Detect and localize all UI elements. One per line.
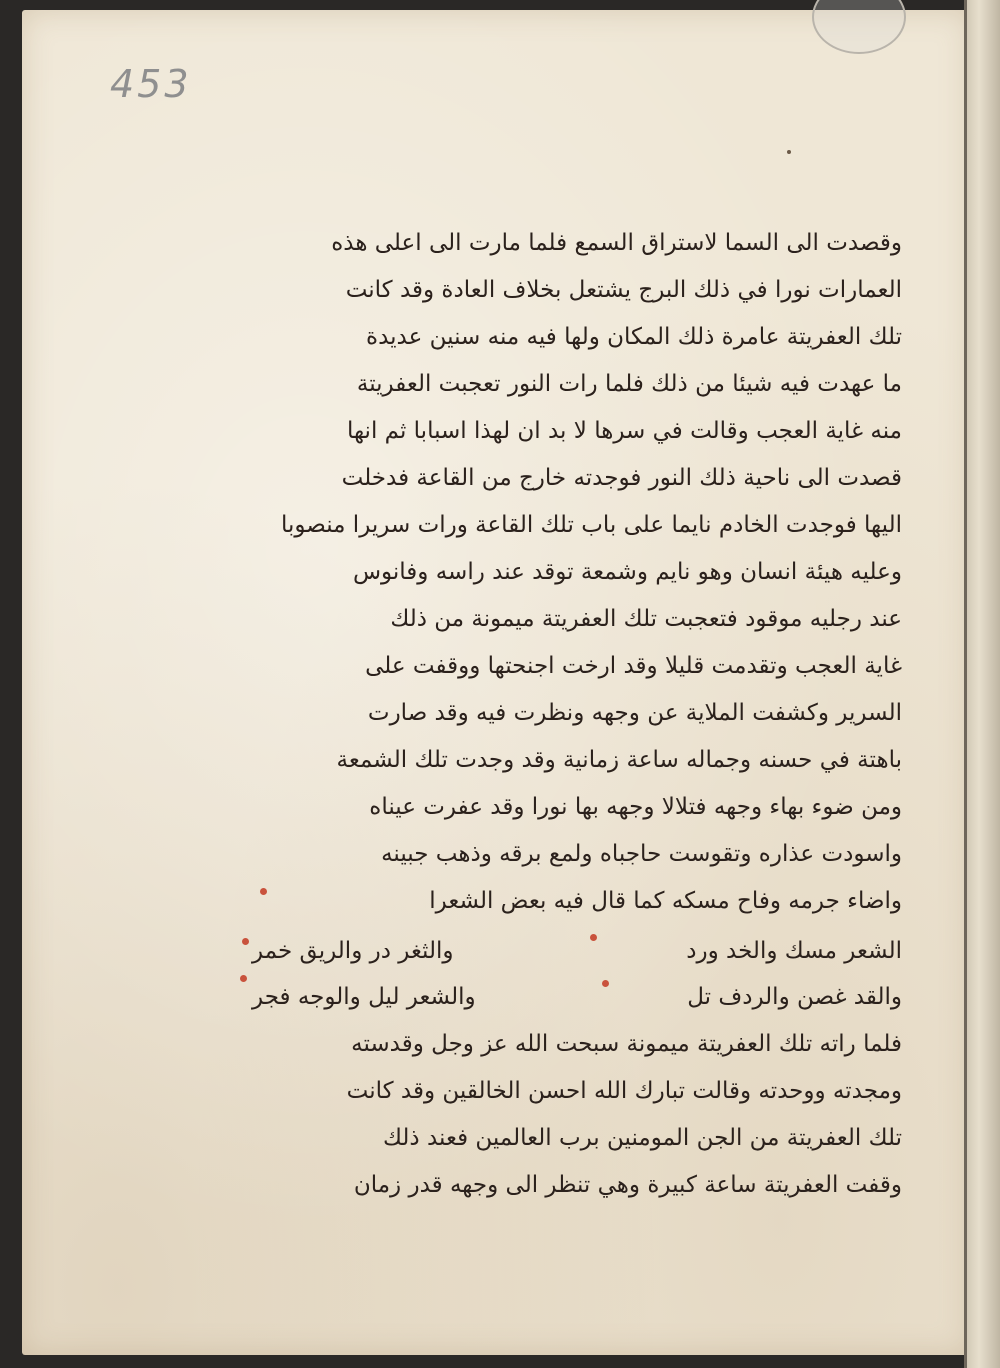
text-line: فلما راته تلك العفريتة ميمونة سبحت الله عز وجل وقدسته	[351, 1031, 902, 1057]
text-line: منه غاية العجب وقالت في سرها لا بد ان لهذا اسبابا ثم انها	[346, 418, 902, 444]
text-line: ما عهدت فيه شيئا من ذلك فلما رات النور تعجبت العفريتة	[356, 371, 902, 397]
binding-edge	[964, 0, 967, 1368]
verse-line	[162, 975, 902, 1019]
text-line: العمارات نورا في ذلك البرج يشتعل بخلاف العادة وقد كانت	[345, 277, 902, 303]
verse-marker-dot	[242, 938, 249, 945]
paper-clip-mark	[812, 0, 906, 54]
text-line: غاية العجب وتقدمت قليلا وقد ارخت اجنحتها ووقفت على	[365, 653, 902, 679]
verse-marker-dot	[590, 934, 597, 941]
text-line: السرير وكشفت الملاية عن وجهه ونظرت فيه وقد صارت	[367, 700, 902, 726]
manuscript-text-block	[162, 220, 902, 1209]
text-line: وقصدت الى السما لاستراق السمع فلما مارت الى اعلى هذه	[331, 230, 902, 256]
poetry-block	[162, 925, 902, 1021]
verse-marker-dot	[260, 888, 267, 895]
text-line: ومجدته ووحدته وقالت تبارك الله احسن الخالقين وقد كانت	[346, 1078, 902, 1104]
verse-marker-dot	[602, 980, 609, 987]
text-line: اليها فوجدت الخادم نايما على باب تلك القاعة ورات سريرا منصوبا	[281, 512, 902, 538]
text-line: عند رجليه موقود فتعجبت تلك العفريتة ميمونة من ذلك	[390, 606, 902, 632]
ink-speck	[787, 150, 791, 154]
text-line: واسودت عذاره وتقوست حاجباه ولمع برقه وذهب جبينه	[381, 841, 902, 867]
manuscript-page	[22, 10, 970, 1355]
verse-left-hemistich: والشعر ليل والوجه فجر	[252, 984, 476, 1010]
binding-gutter	[965, 0, 1000, 1368]
verse-right-hemistich: والقد غصن والردف تل	[687, 984, 902, 1010]
verse-marker-dot	[240, 975, 247, 982]
text-line: واضاء جرمه وفاح مسكه كما قال فيه بعض الشعرا	[429, 888, 902, 914]
text-line: تلك العفريتة عامرة ذلك المكان ولها فيه منه سنين عديدة	[366, 324, 902, 350]
text-line: ومن ضوء بهاء وجهه فتلالا وجهه بها نورا وقد عفرت عيناه	[369, 794, 902, 820]
text-line: وعليه هيئة انسان وهو نايم وشمعة توقد عند راسه وفانوس	[352, 559, 902, 585]
verse-left-hemistich: والثغر در والريق خمر	[252, 938, 454, 964]
text-line: وقفت العفريتة ساعة كبيرة وهي تنظر الى وجهه قدر زمان	[353, 1172, 902, 1198]
text-line: قصدت الى ناحية ذلك النور فوجدته خارج من القاعة فدخلت	[341, 465, 902, 491]
verse-line	[162, 929, 902, 973]
verse-right-hemistich: الشعر مسك والخد ورد	[686, 938, 902, 964]
text-line: باهتة في حسنه وجماله ساعة زمانية وقد وجدت تلك الشمعة	[336, 747, 902, 773]
text-line: تلك العفريتة من الجن المومنين برب العالمين فعند ذلك	[383, 1125, 902, 1151]
folio-number: 453	[110, 62, 192, 106]
